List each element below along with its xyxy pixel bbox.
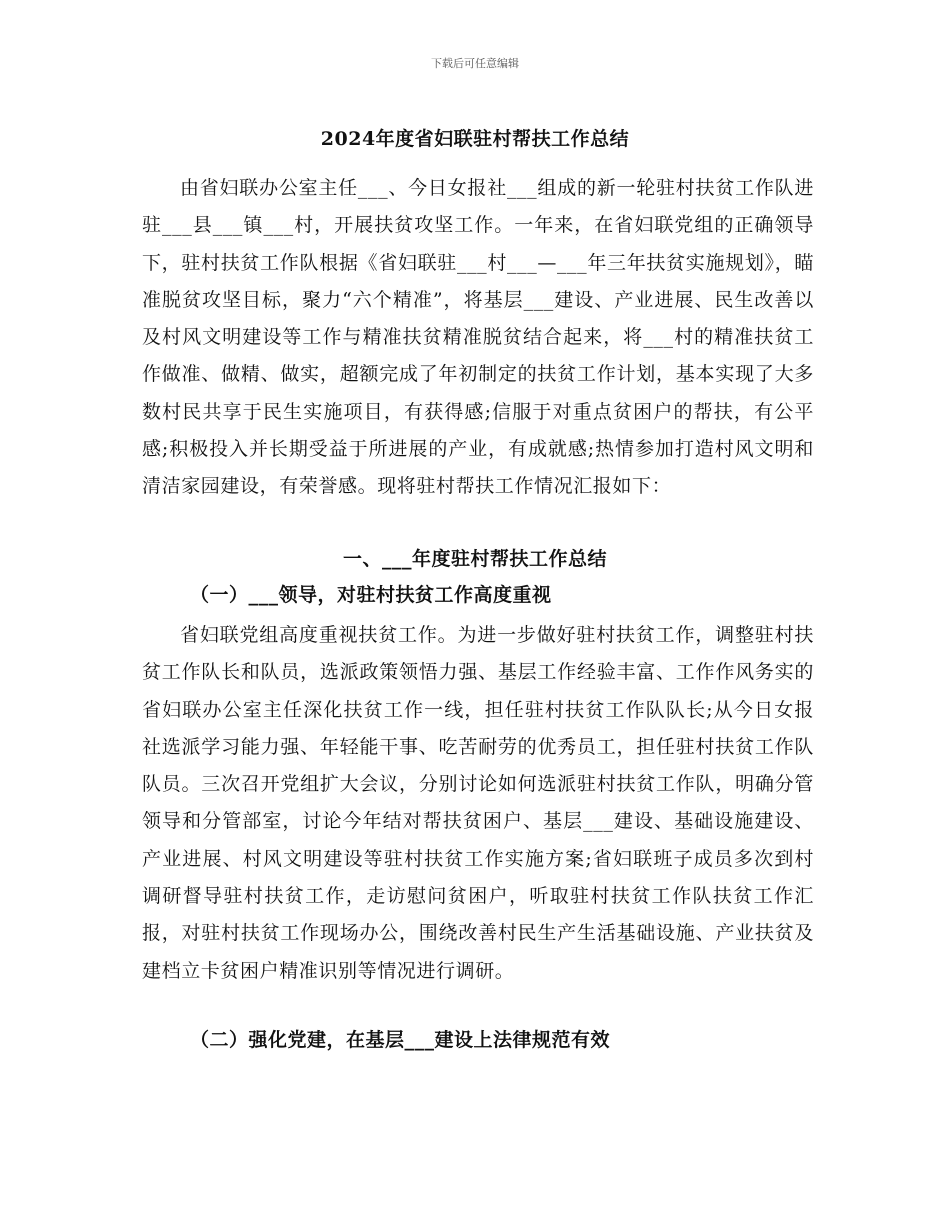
subsection-1-heading: （一）___领导，对驻村扶贫工作高度重视 bbox=[190, 584, 552, 606]
intro-paragraph: 由省妇联办公室主任___、今日女报社___组成的新一轮驻村扶贫工作队进驻___县___镇___村，开展扶贫攻坚工作。一年来，在省妇联党组的正确领导下，驻村扶贫工作队根据《省妇联驻___村___—___年三年扶贫实施规划》，瞄准脱贫攻坚目标，聚力“六个精准”，将基层___建设、产业进展、民生改善以及村风文明建设等工作与精准扶贫精准脱贫结合起来，将___村的精准扶贫工作做准、做精、做实，超额完成了年初制定的扶贫工作计划，基本实现了大多数村民共享于民生实施项目，有获得感;信服于对重点贫困户的帮扶，有公平感;积极投入并长期受益于所进展的产业，有成就感;热情参加打造村风文明和清洁家园建设，有荣誉感。现将驻村帮扶工作情况汇报如下： bbox=[142, 177, 814, 498]
intro-paragraph-block bbox=[142, 170, 814, 506]
section-1-heading: 一、___年度驻村帮扶工作总结 bbox=[342, 548, 607, 570]
subsection-1-paragraph: 省妇联党组高度重视扶贫工作。为进一步做好驻村扶贫工作，调整驻村扶贫工作队长和队员，选派政策领悟力强、基层工作经验丰富、工作作风务实的省妇联办公室主任深化扶贫工作一线，担任驻村扶贫工作队队长;从今日女报社选派学习能力强、年轻能干事、吃苦耐劳的优秀员工，担任驻村扶贫工作队队员。三次召开党组扩大会议，分别讨论如何选派驻村扶贫工作队，明确分管领导和分管部室，讨论今年结对帮扶贫困户、基层___建设、基础设施建设、产业进展、村风文明建设等驻村扶贫工作实施方案;省妇联班子成员多次到村调研督导驻村扶贫工作，走访慰问贫困户，听取驻村扶贫工作队扶贫工作汇报，对驻村扶贫工作现场办公，围绕改善村民生产生活基础设施、产业扶贫及建档立卡贫困户精准识别等情况进行调研。 bbox=[142, 624, 814, 982]
subsection-1-paragraph-block bbox=[142, 617, 814, 990]
subsection-2-heading: （二）强化党建，在基层___建设上法律规范有效 bbox=[190, 1029, 611, 1051]
header-note: 下载后可任意编辑 bbox=[431, 57, 519, 70]
document-title: 2024年度省妇联驻村帮扶工作总结 bbox=[320, 128, 630, 150]
